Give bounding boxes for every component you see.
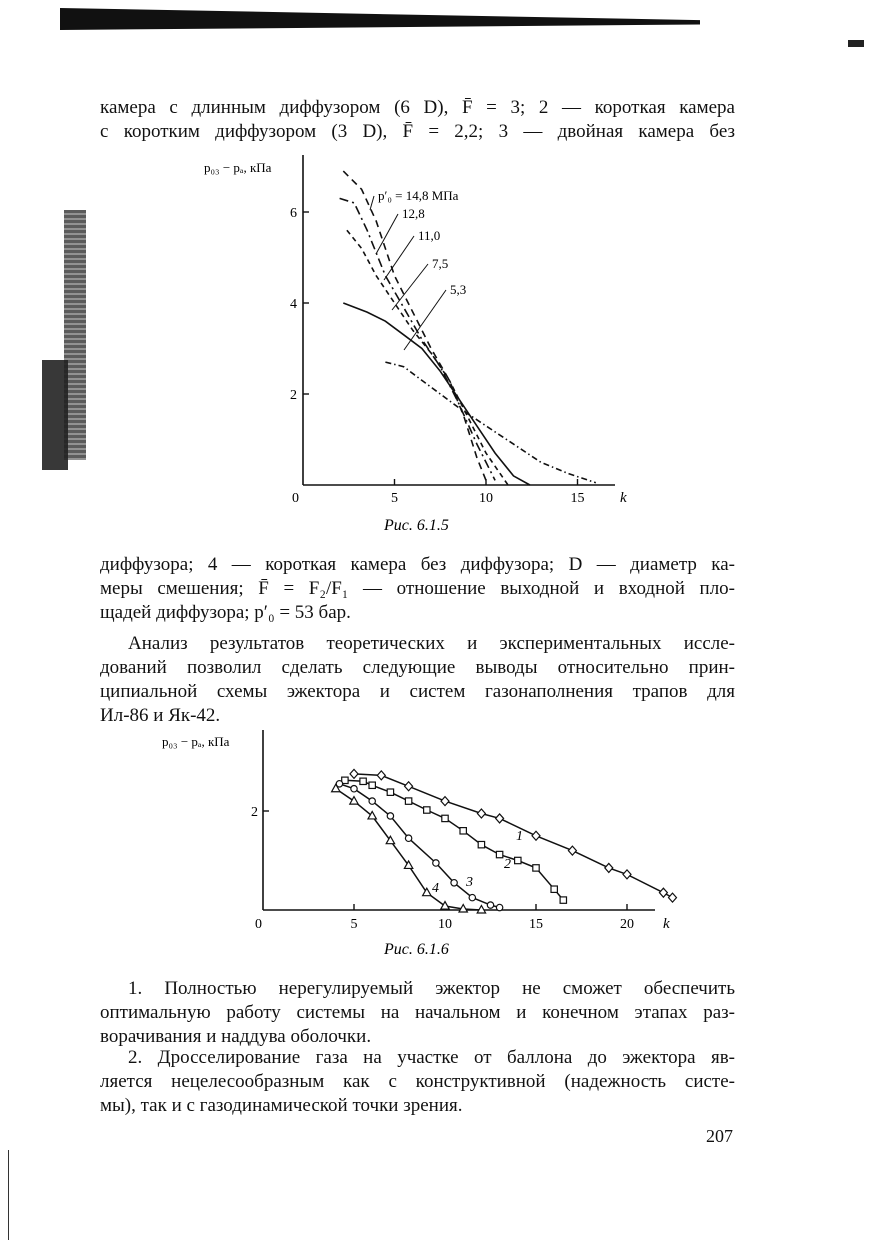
square-marker (533, 865, 539, 871)
y-tick-label: 2 (290, 388, 297, 403)
x-tick-label: 20 (620, 917, 634, 932)
series-label: 11,0 (418, 228, 441, 243)
y-tick-label: 6 (290, 206, 297, 221)
text-line: ляется нецелесообразным как с конструктивной (надежность систе- (100, 1071, 735, 1092)
series-line-4 (343, 303, 530, 485)
series-label: 4 (432, 881, 439, 896)
series-label: 1 (516, 829, 523, 844)
x-tick-label: 10 (438, 917, 452, 932)
scan-binding-smudge (42, 360, 68, 470)
circle-marker (351, 786, 357, 792)
series-line-1 (354, 774, 673, 898)
diamond-marker (605, 863, 613, 872)
series-line-3 (339, 784, 499, 908)
diamond-marker (623, 870, 631, 879)
diamond-marker (669, 893, 677, 902)
triangle-marker (350, 797, 358, 805)
y-axis-label: p₀₃ − pₐ, кПа (162, 734, 230, 749)
text-line: мы), так и с газодинамической точки зрения. (100, 1095, 463, 1116)
text-line: 1. Полностью нерегулируемый эжектор не сможет обеспечить (128, 978, 735, 999)
leader-line (376, 214, 398, 254)
scan-shadow-top (60, 8, 700, 30)
text-line: дований позволил сделать следующие выводы относительно прин- (100, 657, 735, 678)
figure-caption: Рис. 6.1.6 (384, 941, 449, 958)
leader-line (370, 196, 374, 210)
y-tick-label: 2 (251, 805, 258, 820)
square-marker (424, 807, 430, 813)
square-marker (560, 897, 566, 903)
leader-line (392, 264, 428, 310)
square-marker (360, 778, 366, 784)
circle-marker (369, 798, 375, 804)
square-marker (478, 841, 484, 847)
diamond-marker (568, 846, 576, 855)
series-label: 2 (504, 857, 511, 872)
diamond-marker (377, 771, 385, 780)
text-line: камера с длинным диффузором (6 D), F̄ = 3; 2 — короткая камера (100, 97, 735, 118)
square-marker (442, 815, 448, 821)
text-line: с коротким диффузором (3 D), F̄ = 2,2; 3 — двойная камера без (100, 121, 735, 142)
diamond-marker (659, 888, 667, 897)
list-item-2 (100, 1046, 735, 1118)
figure-6-1-6 (150, 722, 690, 962)
square-marker (551, 886, 557, 892)
series-label: 5,3 (450, 282, 467, 297)
figure-caption: Рис. 6.1.5 (384, 517, 449, 534)
scan-edge-line (8, 1150, 9, 1240)
square-marker (460, 828, 466, 834)
square-marker (369, 782, 375, 788)
diamond-marker (532, 831, 540, 840)
text-line: меры смешения; F̄ = F₂/F₁ — отношение выходной и входной пло- (100, 578, 735, 599)
diamond-marker (350, 769, 358, 778)
text-line: ворачивания и наддува оболочки. (100, 1026, 372, 1047)
x-tick-label: 15 (570, 491, 585, 506)
diamond-marker (405, 782, 413, 791)
circle-marker (487, 902, 493, 908)
diamond-marker (496, 814, 504, 823)
paragraph-analysis (100, 632, 735, 728)
circle-marker (451, 880, 457, 886)
leader-line (404, 290, 446, 350)
triangle-marker (368, 811, 376, 819)
square-marker (515, 857, 521, 863)
origin-label: 0 (292, 491, 299, 506)
diamond-marker (477, 809, 485, 818)
series-label: 3 (466, 875, 473, 890)
square-marker (405, 798, 411, 804)
diamond-marker (441, 797, 449, 806)
circle-marker (405, 835, 411, 841)
circle-marker (433, 860, 439, 866)
series-label: 7,5 (432, 256, 449, 271)
paragraph-top (100, 96, 735, 144)
circle-marker (469, 894, 475, 900)
x-tick-label: 5 (350, 917, 358, 932)
series-label: p′₀ = 14,8 МПа (378, 188, 459, 203)
text-line: Ил-86 и Як-42. (100, 705, 221, 726)
x-tick-label: 15 (529, 917, 543, 932)
text-line: щадей диффузора; p′₀ = 53 бар. (100, 602, 351, 623)
x-axis-label: k (663, 916, 670, 932)
figure-6-1-5 (180, 150, 660, 540)
square-marker (496, 851, 502, 857)
scan-corner-mark (848, 40, 864, 47)
y-axis-label: p₀₃ − pₐ, кПа (204, 160, 272, 175)
text-line: диффузора; 4 — короткая камера без диффузора; D — диаметр ка- (100, 554, 735, 575)
series-line-3 (347, 230, 508, 485)
page-number: 207 (706, 1126, 733, 1146)
circle-marker (496, 904, 502, 910)
x-tick-label: 10 (479, 491, 493, 506)
text-line: ципиальной схемы эжектора и систем газонаполнения трапов для (100, 681, 735, 702)
series-label: 12,8 (402, 206, 425, 221)
text-line: оптимальную работу системы на начальном и конечном этапах раз- (100, 1002, 735, 1023)
text-line: Анализ результатов теоретических и экспериментальных иссле- (128, 633, 735, 654)
list-item-1 (100, 977, 735, 1049)
x-tick-label: 5 (391, 491, 398, 506)
y-tick-label: 4 (290, 297, 297, 312)
text-line: 2. Дросселирование газа на участке от баллона до эжектора яв- (128, 1047, 735, 1068)
x-axis-label: k (620, 490, 627, 506)
paragraph-legend (100, 553, 735, 625)
series-line-5 (385, 362, 595, 483)
square-marker (387, 789, 393, 795)
series-line-4 (336, 789, 482, 910)
circle-marker (387, 813, 393, 819)
origin-label: 0 (255, 917, 262, 932)
triangle-marker (441, 902, 449, 910)
